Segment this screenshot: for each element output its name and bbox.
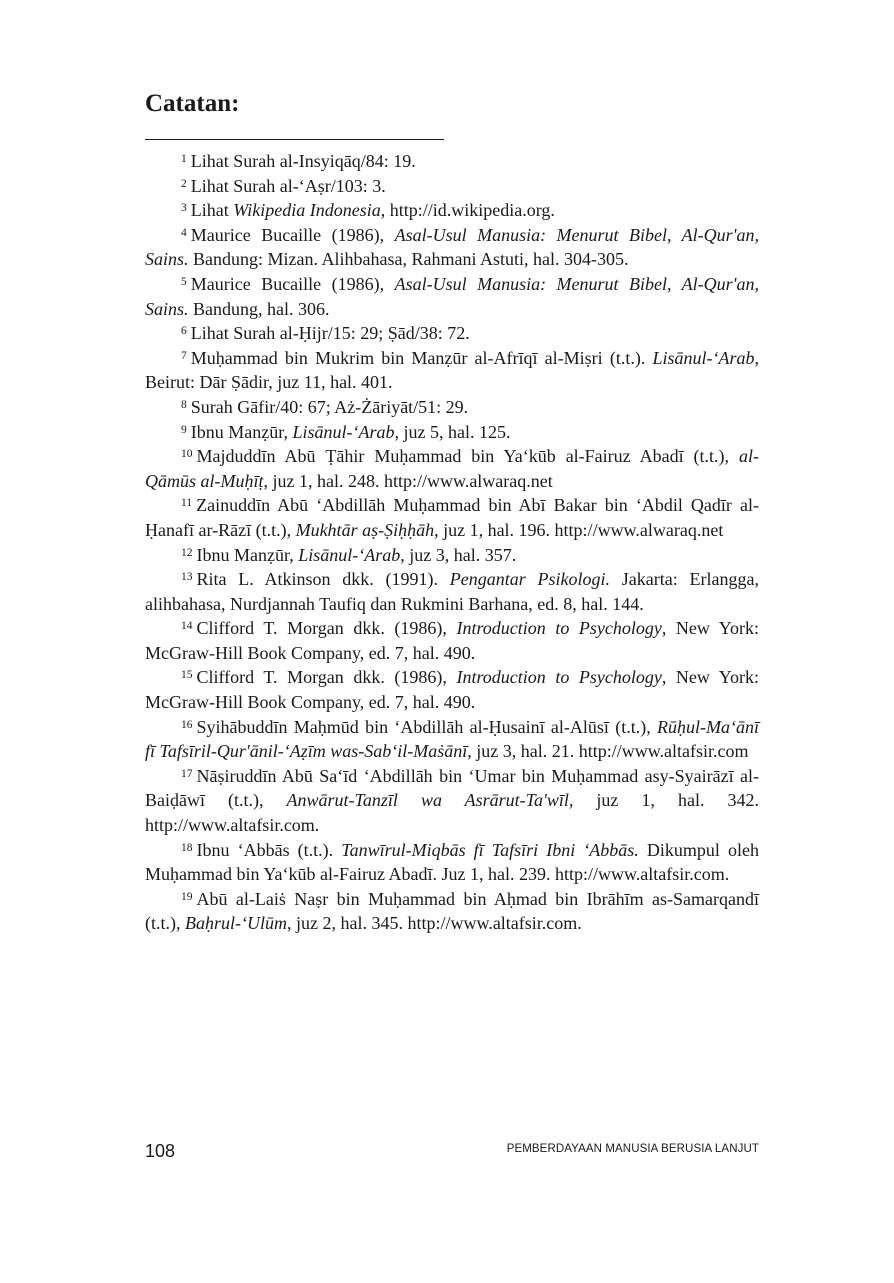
endnote-6: [145, 321, 759, 346]
endnote-title: Lisānul-‘Arab: [292, 421, 395, 442]
endnote-number: 15: [181, 669, 193, 682]
endnote-number: 13: [181, 571, 193, 584]
endnote-text: Ibnu Manẓūr,: [196, 544, 299, 565]
endnote-9: [145, 420, 759, 445]
endnote-text: Dikumpul oleh Muḥammad bin Ya‘kūb al-Fairuz Abadī. Juz 1, hal. 239. http://www.altafsir.com.: [145, 839, 759, 885]
endnote-13: [145, 567, 759, 616]
endnote-text: Maurice Bucaille (1986),: [190, 273, 395, 294]
endnote-number: 12: [181, 546, 193, 559]
endnote-number: 8: [181, 398, 187, 411]
endnote-2: [145, 174, 759, 199]
endnote-text: , Beirut: Dār Ṣādir, juz 11, hal. 401.: [145, 347, 759, 393]
endnote-text: Muḥammad bin Mukrim bin Manẓūr al-Afrīqī al-Miṣri (t.t.).: [190, 347, 653, 368]
endnote-number: 18: [181, 841, 193, 854]
endnote-title: Lisānul-‘Arab: [298, 544, 401, 565]
endnote-11: [145, 493, 759, 542]
endnote-number: 10: [181, 448, 193, 461]
endnote-number: 7: [181, 349, 187, 362]
endnote-text: Syihābuddīn Maḥmūd bin ‘Abdillāh al-Ḥusainī al-Alūsī (t.t.),: [196, 716, 658, 737]
running-title: PEMBERDAYAAN MANUSIA BERUSIA LANJUT: [506, 1143, 759, 1155]
endnote-text: Lihat Surah al-Ḥijr/15: 29; Ṣād/38: 72.: [190, 323, 470, 344]
endnote-title: Pengantar Psikologi.: [449, 569, 611, 590]
endnote-title: Baḥrul-‘Ulūm: [185, 913, 287, 934]
endnote-text: Clifford T. Morgan dkk. (1986),: [196, 618, 457, 639]
endnote-8: [145, 395, 759, 420]
endnote-number: 5: [181, 275, 187, 288]
endnotes-list: [145, 149, 759, 936]
endnote-title: Wikipedia Indonesia: [233, 200, 381, 221]
endnote-text: Jakarta: Erlangga, alihbahasa, Nurdjannah Taufiq dan Rukmini Barhana, ed. 8, hal. 144.: [145, 569, 760, 614]
endnote-title: Rūḥul-Ma‘ānī fī Tafsīril-Qur'ānil-‘Aẓīm was-Sab‘il-Maṡānī: [145, 716, 759, 762]
endnote-text: Zainuddīn Abū ‘Abdillāh Muḥammad bin Abī Bakar bin ‘Abdil Qadīr al-Ḥanafī ar-Rāzī (t.t.),: [145, 495, 759, 540]
endnote-1: [145, 149, 759, 174]
endnote-number: 9: [181, 423, 187, 436]
endnote-text: Abū al-Laiṡ Naṣr bin Muḥammad bin Aḥmad bin Ibrāhīm as-Samarqandī (t.t.),: [145, 888, 759, 934]
endnote-19: [145, 887, 759, 936]
endnote-title: Anwārut-Tanzīl wa Asrārut-Ta'wīl,: [286, 790, 574, 811]
endnote-number: 19: [181, 890, 193, 903]
endnote-16: [145, 715, 759, 764]
endnote-title: Introduction to Psychology: [456, 618, 662, 639]
endnote-title: Asal-Usul Manusia: Menurut Bibel, Al-Qur'an, Sains.: [145, 273, 759, 319]
endnote-text: Surah Gāfir/40: 67; Aż-Żāriyāt/51: 29.: [190, 396, 469, 417]
endnote-5: [145, 272, 759, 321]
endnote-text: , juz 3, hal. 357.: [400, 544, 517, 565]
endnote-text: , juz 2, hal. 345. http://www.altafsir.com.: [287, 913, 582, 934]
footnote-divider: [145, 139, 444, 140]
endnote-4: [145, 223, 759, 272]
endnote-text: Clifford T. Morgan dkk. (1986),: [196, 667, 457, 688]
endnote-number: 3: [181, 202, 187, 215]
endnote-10: [145, 444, 759, 493]
endnote-text: Majduddīn Abū Ṭāhir Muḥammad bin Ya‘kūb al-Fairuz Abadī (t.t.),: [196, 446, 739, 467]
endnote-text: Lihat Surah al-‘Aṣr/103: 3.: [190, 175, 386, 196]
endnote-15: [145, 665, 759, 714]
endnote-text: Bandung: Mizan. Alihbahasa, Rahmani Astuti, hal. 304-305.: [188, 249, 629, 270]
endnote-number: 4: [181, 226, 187, 239]
endnote-text: Maurice Bucaille (1986),: [190, 224, 395, 245]
endnote-text: Ibnu Manẓūr,: [190, 421, 293, 442]
endnote-title: Tanwīrul-Miqbās fī Tafsīri Ibni ‘Abbās.: [341, 839, 639, 860]
endnote-number: 2: [181, 177, 187, 190]
endnote-text: , http://id.wikipedia.org.: [380, 200, 555, 221]
notes-heading: Catatan:: [145, 90, 240, 117]
endnote-18: [145, 838, 759, 887]
endnote-title: Lisānul-‘Arab: [652, 347, 755, 368]
endnote-text: , juz 5, hal. 125.: [394, 421, 511, 442]
endnote-text: Nāṣiruddīn Abū Sa‘īd ‘Abdillāh bin ‘Umar bin Muḥammad asy-Syairāzī al-Baiḍāwī (t.t.),: [145, 765, 759, 811]
endnote-title: al-Qāmūs al-Muḥīṭ: [145, 446, 759, 491]
endnote-text: Lihat Surah al-Insyiqāq/84: 19.: [190, 151, 416, 171]
endnote-text: Rita L. Atkinson dkk. (1991).: [196, 569, 450, 590]
page-number: 108: [145, 1141, 176, 1161]
endnote-number: 1: [181, 153, 187, 165]
endnote-number: 6: [181, 325, 187, 338]
endnote-number: 11: [181, 497, 193, 510]
endnote-text: , juz 1, hal. 196. http://www.alwaraq.net: [434, 519, 724, 540]
endnote-title: Mukhtār aṣ-Ṣiḥḥāh: [295, 519, 435, 540]
endnote-text: Ibnu ‘Abbās (t.t.).: [196, 839, 342, 860]
endnote-title: Introduction to Psychology: [456, 667, 662, 688]
endnote-number: 17: [181, 767, 193, 780]
endnote-text: , juz 1, hal. 248. http://www.alwaraq.net: [263, 470, 553, 491]
endnote-number: 14: [181, 620, 193, 633]
endnote-text: Lihat: [190, 200, 234, 221]
endnote-text: , juz 3, hal. 21. http://www.altafsir.com: [467, 741, 749, 762]
endnote-12: [145, 543, 759, 568]
endnote-14: [145, 616, 759, 665]
endnote-text: , New York: McGraw-Hill Book Company, ed. 7, hal. 490.: [145, 667, 760, 713]
endnote-7: [145, 346, 759, 395]
endnote-number: 16: [181, 718, 193, 731]
endnote-text: , New York: McGraw-Hill Book Company, ed. 7, hal. 490.: [145, 618, 760, 663]
endnote-title: Asal-Usul Manusia: Menurut Bibel, Al-Qur'an, Sains.: [145, 224, 759, 270]
endnote-17: [145, 764, 759, 838]
endnote-text: Bandung, hal. 306.: [188, 298, 330, 319]
endnote-text: juz 1, hal. 342. http://www.altafsir.com.: [145, 790, 759, 836]
endnote-3: [145, 198, 759, 223]
